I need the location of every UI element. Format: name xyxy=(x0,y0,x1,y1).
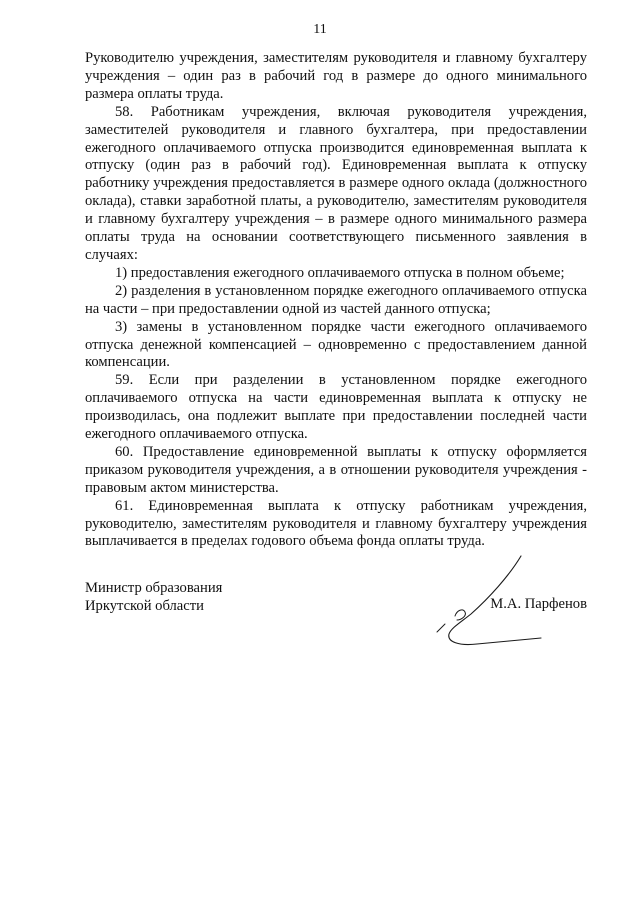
signatory-position xyxy=(85,580,222,616)
page-number: 11 xyxy=(313,22,327,37)
paragraph-59: 59. Если при разделении в установленном порядке ежегодного оплачиваемого отпуска на части единовременная выплата к отпуску не производилась, она подлежит выплате при предоставлении последней части ежегодного оплачиваемого отпуска. xyxy=(85,372,587,443)
paragraph-58-item-1: 1) предоставления ежегодного оплачиваемого отпуска в полном объеме; xyxy=(115,264,565,281)
signatory-name: М.А. Парфенов xyxy=(490,596,587,612)
paragraph-continuation: Руководителю учреждения, заместителям руководителя и главному бухгалтеру учреждения – один раз в рабочий год в размере до одного минимального размера оплаты труда. xyxy=(85,50,587,102)
signatory-position-line-1: Министр образования xyxy=(85,580,223,596)
paragraph-58-item-2: 2) разделения в установленном порядке ежегодного оплачиваемого отпуска на части – при предоставлении одной из частей данного отпуска; xyxy=(85,282,587,317)
signatory-position-line-2: Иркутской области xyxy=(85,597,204,614)
paragraph-58: 58. Работникам учреждения, включая руководителя учреждения, заместителей руководителя и главного бухгалтера, при предоставлении ежегодного оплачиваемого отпуска производится единовременная выплата к отпуску (один раз в рабочий год). Единовременная выплата к отпуску работнику учреждения предоставляется в размере одного оклада (должностного оклада), ставки заработной платы, а руководителю, заместителям руководителя и главному бухгалтеру учреждения – в размере одного минимального размера оплаты труда на основании соответствующего письменного заявления в случаях: xyxy=(85,103,587,263)
paragraph-60: 60. Предоставление единовременной выплаты к отпуску оформляется приказом руководителя учреждения, а в отношении руководителя учреждения - правовым актом министерства. xyxy=(85,443,587,496)
paragraph-58-item-3: 3) замены в установленном порядке части ежегодного оплачиваемого отпуска денежной компенсацией – одновременно с предоставлением данной компенсации. xyxy=(85,318,587,371)
paragraph-61: 61. Единовременная выплата к отпуску работникам учреждения, руководителю, заместителям руководителя и главному бухгалтеру учреждения выплачивается в пределах годового объема фонда оплаты труда. xyxy=(85,497,587,550)
document-body xyxy=(85,50,587,551)
signature-block xyxy=(85,580,587,650)
